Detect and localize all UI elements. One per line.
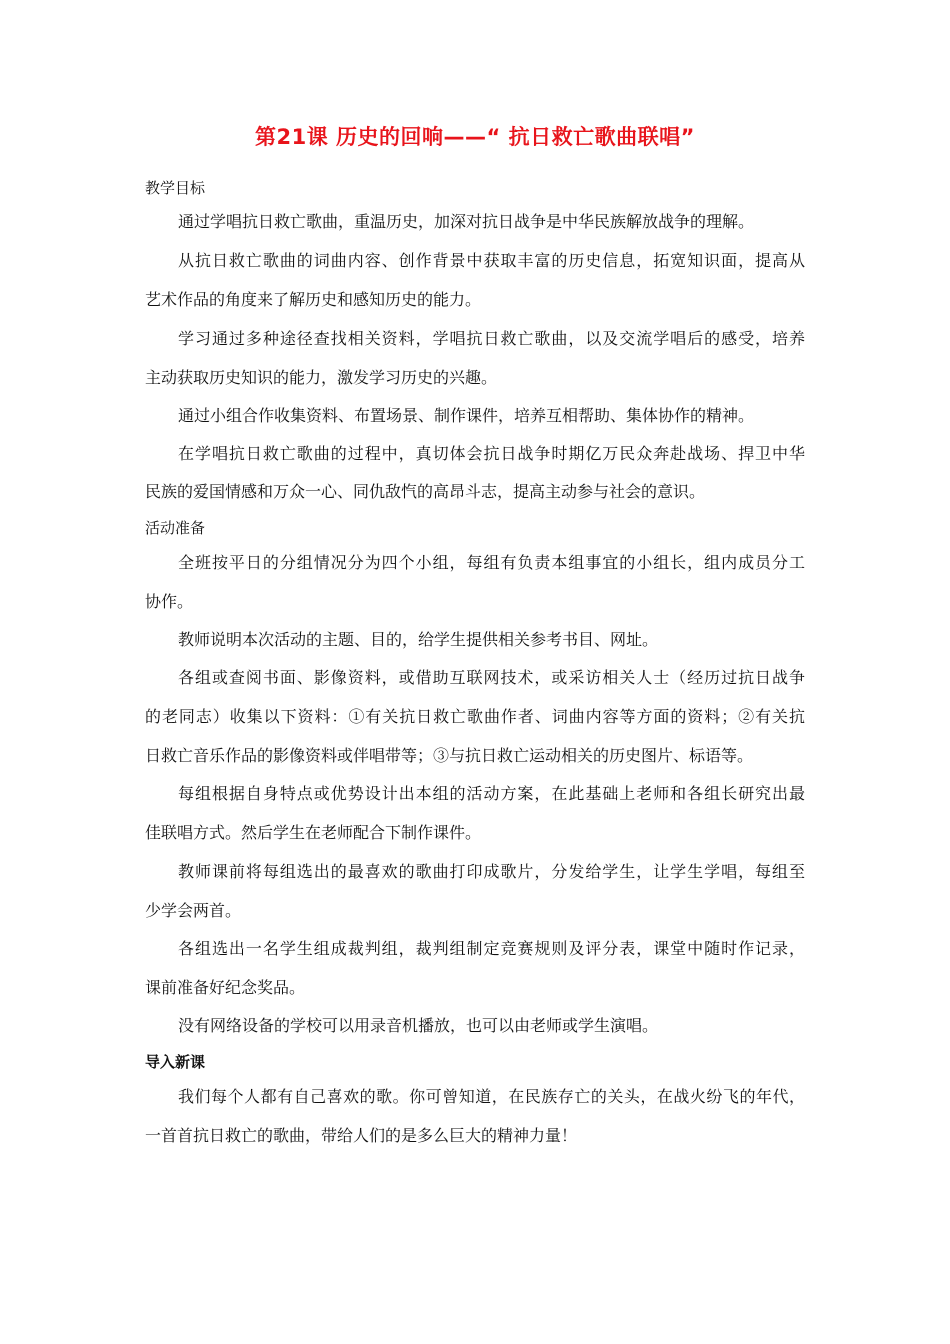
prep-line-13: 没有网络设备的学校可以用录音机播放，也可以由老师或学生演唱。 bbox=[178, 1016, 659, 1035]
section-heading-prep: 活动准备 bbox=[145, 519, 206, 537]
prep-line-7: 每组根据自身特点或优势设计出本组的活动方案，在此基础上老师和各组长研究出最 bbox=[178, 784, 805, 803]
prep-line-8: 佳联唱方式。然后学生在老师配合下制作课件。 bbox=[145, 823, 482, 842]
prep-line-5: 的老同志）收集以下资料：①有关抗日救亡歌曲作者、词曲内容等方面的资料；②有关抗 bbox=[145, 707, 805, 726]
section-heading-goals: 教学目标 bbox=[145, 179, 206, 197]
prep-line-6: 日救亡音乐作品的影像资料或伴唱带等；③与抗日救亡运动相关的历史图片、标语等。 bbox=[145, 746, 754, 765]
goals-line-6: 通过小组合作收集资料、布置场景、制作课件，培养互相帮助、集体协作的精神。 bbox=[178, 406, 755, 425]
intro-line-1: 我们每个人都有自己喜欢的歌。你可曾知道，在民族存亡的关头，在战火纷飞的年代， bbox=[178, 1087, 805, 1106]
prep-line-1: 全班按平日的分组情况分为四个小组，每组有负责本组事宜的小组长，组内成员分工 bbox=[178, 553, 805, 572]
section-heading-intro: 导入新课 bbox=[145, 1053, 206, 1071]
goals-line-3: 艺术作品的角度来了解历史和感知历史的能力。 bbox=[145, 290, 482, 309]
goals-line-8: 民族的爱国情感和万众一心、同仇敌忾的高昂斗志，提高主动参与社会的意识。 bbox=[145, 482, 706, 501]
prep-line-2: 协作。 bbox=[145, 592, 194, 611]
prep-line-12: 课前准备好纪念奖品。 bbox=[145, 978, 306, 997]
prep-line-11: 各组选出一名学生组成裁判组，裁判组制定竞赛规则及评分表，课堂中随时作记录， bbox=[178, 939, 805, 958]
goals-line-1: 通过学唱抗日救亡歌曲，重温历史，加深对抗日战争是中华民族解放战争的理解。 bbox=[178, 212, 755, 231]
goals-line-4: 学习通过多种途径查找相关资料，学唱抗日救亡歌曲，以及交流学唱后的感受，培养 bbox=[178, 329, 805, 348]
goals-line-5: 主动获取历史知识的能力，激发学习历史的兴趣。 bbox=[145, 368, 498, 387]
document-title: 第21课 历史的回响——“ 抗日救亡歌曲联唱” bbox=[255, 125, 695, 149]
goals-line-2: 从抗日救亡歌曲的词曲内容、创作背景中获取丰富的历史信息，拓宽知识面，提高从 bbox=[178, 251, 805, 270]
prep-line-10: 少学会两首。 bbox=[145, 901, 242, 920]
prep-line-3: 教师说明本次活动的主题、目的，给学生提供相关参考书目、网址。 bbox=[178, 630, 659, 649]
intro-line-2: 一首首抗日救亡的歌曲，带给人们的是多么巨大的精神力量！ bbox=[145, 1126, 578, 1145]
goals-line-7: 在学唱抗日救亡歌曲的过程中，真切体会抗日战争时期亿万民众奔赴战场、捍卫中华 bbox=[178, 444, 805, 463]
prep-line-4: 各组或查阅书面、影像资料，或借助互联网技术，或采访相关人士（经历过抗日战争 bbox=[178, 668, 805, 687]
prep-line-9: 教师课前将每组选出的最喜欢的歌曲打印成歌片，分发给学生，让学生学唱，每组至 bbox=[178, 862, 805, 881]
